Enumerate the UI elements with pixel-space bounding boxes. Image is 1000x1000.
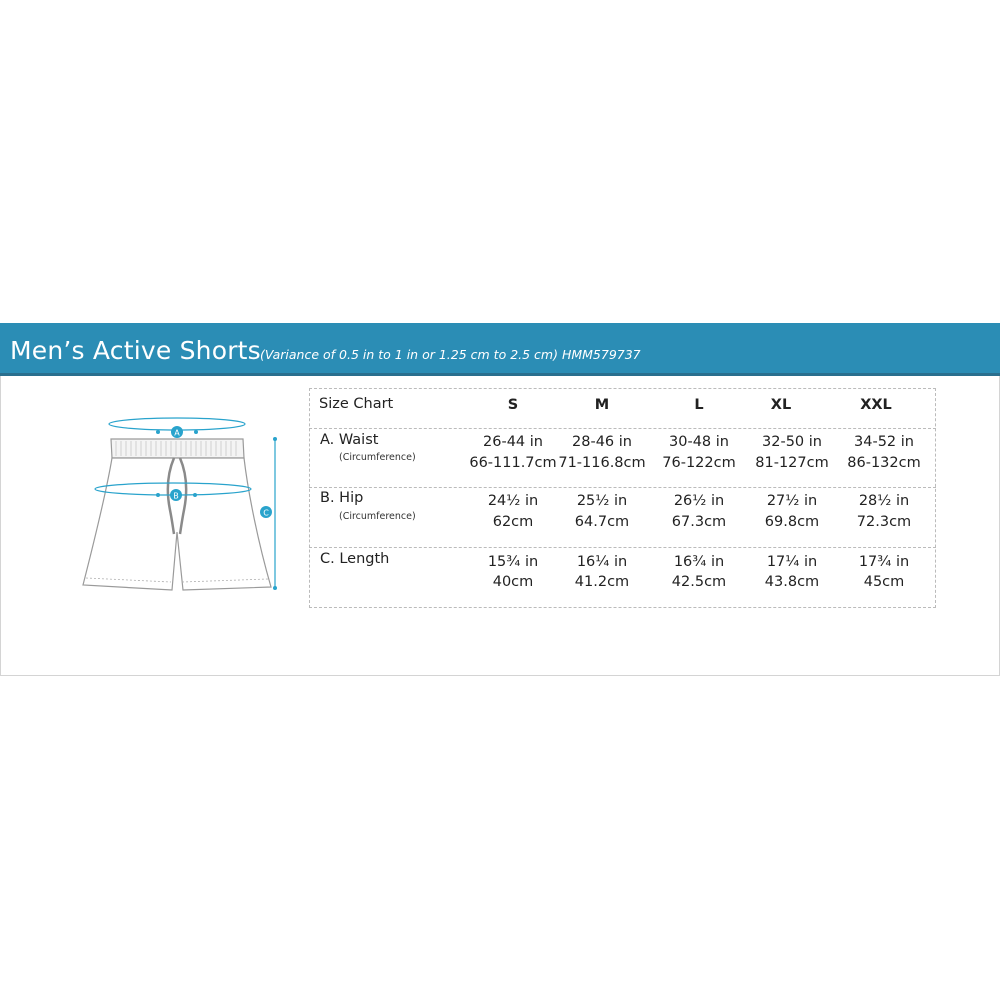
hip-xxl-cm: 72.3cm	[856, 514, 912, 530]
table-divider	[309, 428, 936, 429]
marker-a-dot-right	[194, 430, 198, 434]
hip-xl-in: 27½ in	[766, 493, 818, 509]
marker-b-dot-right	[193, 493, 197, 497]
length-s-in: 15¾ in	[487, 554, 539, 570]
row-label-waist: A. Waist	[320, 432, 379, 448]
hip-m-in: 25½ in	[576, 493, 628, 509]
row-label-hip: B. Hip	[320, 490, 364, 506]
size-header-s: S	[507, 397, 519, 413]
marker-b-label: B	[173, 491, 179, 501]
waist-xxl-in: 34-52 in	[854, 434, 914, 450]
length-xxl-cm: 45cm	[863, 574, 905, 590]
waist-m-in: 28-46 in	[572, 434, 632, 450]
table-divider	[309, 547, 936, 548]
waist-xl-cm: 81-127cm	[755, 455, 829, 471]
row-sublabel-hip: (Circumference)	[339, 511, 416, 522]
hip-m-cm: 64.7cm	[574, 514, 630, 530]
length-xl-in: 17¼ in	[766, 554, 818, 570]
length-xl-cm: 43.8cm	[764, 574, 820, 590]
shorts-outline	[83, 439, 271, 590]
hip-l-in: 26½ in	[673, 493, 725, 509]
size-header-xxl: XXL	[860, 397, 892, 413]
size-header-xl: XL	[770, 397, 792, 413]
waist-s-in: 26-44 in	[483, 434, 543, 450]
hip-s-cm: 62cm	[492, 514, 534, 530]
waist-s-cm: 66-111.7cm	[469, 455, 557, 471]
row-label-length: C. Length	[320, 551, 390, 567]
page-title: Men’s Active Shorts	[10, 336, 261, 365]
marker-b-dot-left	[156, 493, 160, 497]
waist-l-in: 30-48 in	[669, 434, 729, 450]
hip-xxl-in: 28½ in	[858, 493, 910, 509]
waist-l-cm: 76-122cm	[662, 455, 736, 471]
hip-s-in: 24½ in	[487, 493, 539, 509]
length-m-cm: 41.2cm	[574, 574, 630, 590]
table-divider	[309, 487, 936, 488]
hip-xl-cm: 69.8cm	[764, 514, 820, 530]
waist-xl-in: 32-50 in	[762, 434, 822, 450]
length-m-in: 16¼ in	[576, 554, 628, 570]
marker-c-label: C	[263, 508, 269, 518]
size-header-m: M	[594, 397, 610, 413]
shorts-diagram	[78, 412, 288, 602]
length-xxl-in: 17¾ in	[858, 554, 910, 570]
length-s-cm: 40cm	[492, 574, 534, 590]
hip-l-cm: 67.3cm	[671, 514, 727, 530]
waist-xxl-cm: 86-132cm	[847, 455, 921, 471]
size-chart-label: Size Chart	[319, 396, 394, 412]
page-subtitle: (Variance of 0.5 in to 1 in or 1.25 cm to 2.5 cm) HMM579737	[260, 347, 641, 362]
length-l-in: 16¾ in	[673, 554, 725, 570]
row-sublabel-waist: (Circumference)	[339, 452, 416, 463]
marker-a-dot-left	[156, 430, 160, 434]
size-header-l: L	[694, 397, 704, 413]
length-l-cm: 42.5cm	[671, 574, 727, 590]
marker-a-label: A	[174, 428, 180, 438]
waist-m-cm: 71-116.8cm	[558, 455, 646, 471]
